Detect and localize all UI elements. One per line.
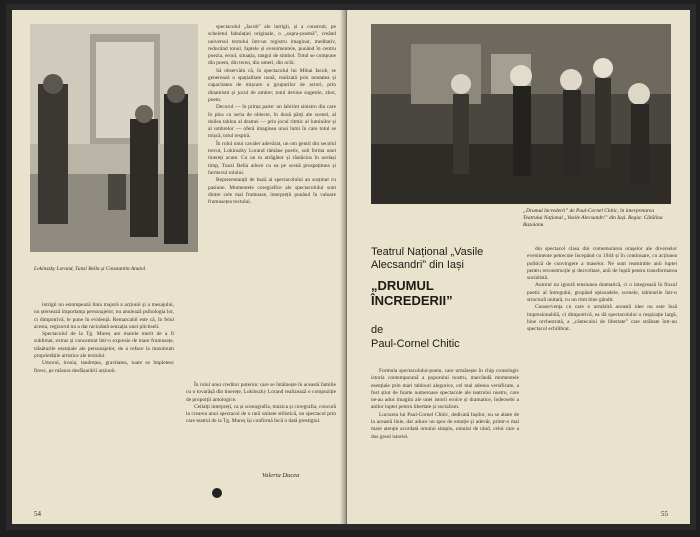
paragraph: În rolul unui creditor puternic care se întâlnește în această familie cu o tovarășă din tinerețe, Lokinszky Lorand realizează o compoziție de proporții antologice. xyxy=(186,382,336,403)
article-kicker-line-1: Teatrul Național „Vasile xyxy=(371,246,484,258)
article-kicker-line-2: Alecsandri” din Iași xyxy=(371,259,464,271)
right-page xyxy=(347,10,690,524)
left-bottom-column-1 xyxy=(34,302,174,375)
paragraph: Reprezentanții de bază ai spectacolului au susținut cu pasiune. Momentele coregrafice ale spectacolului sunt dintre cele mai frumoase, interpreții punând în valoare frumusețea textului. xyxy=(208,177,336,206)
stage-scene-illustration xyxy=(30,24,198,252)
paragraph: În rolul unui cavaler adevărat, un om gentil din secolul trecut, Lokinszky Lorand rămâne poetic, sub forma unei tinereți acute. Cu un tu atrăgător și răutăcios în același timp, Tunzi Bella aduce cu ea pe scenă prospețimea și farmecul rolului. xyxy=(208,140,336,176)
left-top-text-column xyxy=(208,24,336,206)
masked-actors-illustration xyxy=(371,24,671,204)
article-by: de xyxy=(371,324,384,336)
page-number: 54 xyxy=(34,510,41,518)
paragraph: Autorul nu ignoră tensiunea dramatică, ci o integrează în fluxul poetic al întregului, grupând episoadele, scenele, tablourile într-o structură unitară, cu un ritm bine gândit. xyxy=(527,282,677,304)
page-number: 55 xyxy=(661,510,668,518)
ornament-icon xyxy=(212,488,222,498)
left-bottom-column-2 xyxy=(186,382,336,426)
right-photo-caption: „Drumul încrederii” de Paul-Cornel Chitic, în interpretarea Teatrului Național „Vasile Alecsandri” din Iași. Regia: Cătălina Buzoianu xyxy=(523,208,663,228)
right-column-2 xyxy=(527,246,677,334)
paragraph: Spectacolul de la Tg. Mureș are marele merit de a fi sublimat, extras și concentrat într-o expresie de mare frumusețe, trăsăturile esențiale ale personajelor, de a reface la maximum proprietățile artistice ale textului. xyxy=(34,331,174,360)
left-page-photo xyxy=(30,24,198,252)
left-page xyxy=(12,10,347,524)
paragraph: Lucrarea lui Paul-Cornel Chitic, dedicată Iașilor, nu se abate de la această linie, dar aduce un spor de emoție și adevăr, printr-o mai mare atenție acordată omului simplu, omului de rând, celui care a dus greul istoriei. xyxy=(371,411,519,440)
paragraph: Ceilalți interpreți, ca și scenografia, muzica și coregrafia, concură la crearea unui spectacol de o rară unitate stilistică, un spectacol prin care teatrul de la Tg. Mureș își confirmă încă o dată prestigiul. xyxy=(186,403,336,425)
paragraph: Decorul — în prima parte: un labirint sinistru din care în plus cu seria de obiecte, în două părți ale scenei, al doilea tablou al dramei — prin jocul ritmic al luminilor și al umbrelor — oferă imaginea unui lumi în care totul se mișcă, totul respiră. xyxy=(208,104,336,140)
paragraph: din spectacol clasa din comemorarea orașelor ale diverselor evenimente petrecute începând cu 1944 și în continuare, cu acțiunea politică de convingere a maselor. Ne sunt reamintite anii luptei pentru reconstrucție și dezvoltare, anii de luptă pentru transformarea socialistă. xyxy=(527,246,677,282)
paragraph: Să observăm că, în spectacolul lui Mihai Iacob, se generează o spațialitate nouă, realizată prin noutatea și capacitatea de mișcare a grupurilor de actori, prin dinamism și jocul de umbre; totul devine sugestie, zbor, poem. xyxy=(208,67,336,103)
article-title-line-2: ÎNCREDERII” xyxy=(371,293,453,308)
article-kicker xyxy=(371,246,531,272)
paragraph: Formula spectacolului-poem, care urmărește în chip cronologic istoria contemporană a poporului nostru, marcândă momentele esențiale prin mari tablouri alegorice, cel mai adesea versificate, a fost știut de foarte numeroase spectacole ale teatrului nostru, care ne-au adus imagini ale unei istorii eroice și dramatice, îndeosebi a anilor luptei pentru libertate și socialism. xyxy=(371,368,519,411)
magazine-spread xyxy=(6,4,696,530)
article-author: Paul-Cornel Chitic xyxy=(371,338,460,350)
paragraph: spectacolul „Iacob” ale intrigii, și a construit, pe scheletul fabulației originale, o „supra-poemă”, creând universul textului într-un registru imaginar, meditativ, reducând tonul, faptele și evenimentele, punând în centru poezia, eroul, situația, rangul de simbol. Totul se compune din poem, din teren, din umeri, din ochi. xyxy=(208,24,336,67)
article-title-line-1: „DRUMUL xyxy=(371,278,434,293)
author-signature: Valeria Ducea xyxy=(262,472,300,479)
paragraph: Umorul, ironia, tandrețea, gravitatea, toate se împletesc firesc, pe măsura desfășurării acțiunii. xyxy=(34,360,174,374)
paragraph: Consecvența cu care e urmărită această idee nu este însă impresionabilă, ci dimpotrivă, ea dă spectacolului o respirație largă, bine orchestrată, a „cântecului de libertate” care străbate într-un spectacol echilibrat. xyxy=(527,304,677,333)
right-column-1 xyxy=(371,368,519,441)
article-title xyxy=(371,278,453,308)
left-photo-caption: Lokinszky Lorand, Tunzi Bella și Constantin Anatol xyxy=(34,266,146,272)
right-page-photo xyxy=(371,24,671,204)
paragraph: intrigii nu estompează linia majoră a acțiunii și a mesajului, nu ștersează importanța personajelor, nu anulează psihologia lor, ci dimpotrivă, le pune în evidență. Remarcabil este că, în felul acesta, regizorul nu a dat niciodată senzația unei plictiseli. xyxy=(34,302,174,330)
